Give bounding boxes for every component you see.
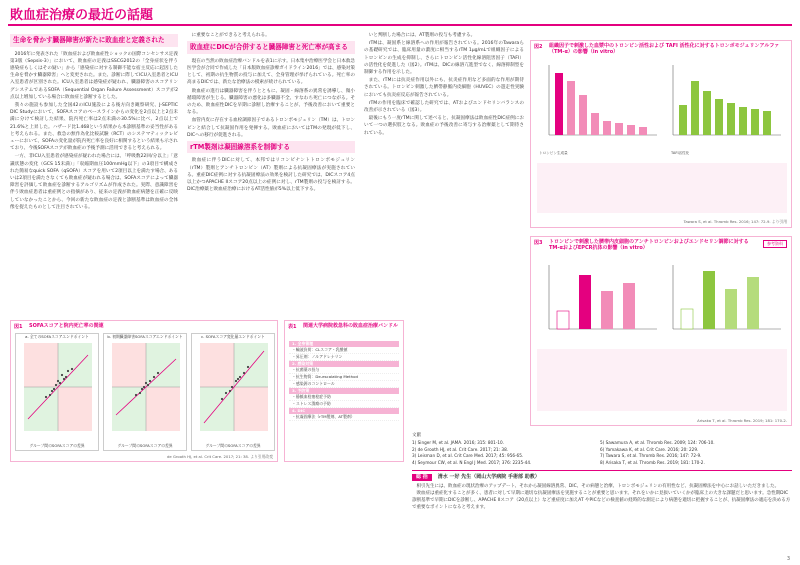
paragraph: 一方、非ICU入室患者が感染症が疑われた場合には、「呼吸数22回/分以上」「意識状態の変化（GCS 15未満）」「収縮期血圧100mmHg以下」の3項目で構成された簡易なquick SOFA（qSOFA）スコアを用いて2項目以上を満たす場合、あるいは2項目を満たさなくても敗血症が疑われる場合は、SOFAスコアによって臓器障害を評価して敗血症を診断するアルゴリズムが作成された。実際、意識障害を伴う敗血症患者は重症例との指摘があり、従来の定義が敗血症病態を正確に反映していなかったことから、今回の新たな敗血症の定義と診断基準は敗血症の全体像を捉えたものとして注目されている。	[10, 154, 178, 210]
paragraph: 現在の当然の敗血症治療バンドルを表1に示す。日本集中治療医学会と日本救急医学会が合同で作成した「日本版敗血症診療ガイドライン2016」では、感染対策として、初期の抗生物質の投与に加えて、全身管理が挙げられている。死亡率の高まるDICでは、新たな治療法の模索が続けられている。	[187, 58, 355, 86]
column-1	[10, 32, 178, 322]
figure-2-chart	[535, 61, 789, 149]
figure-1-panel-a	[15, 333, 99, 451]
title-rule	[8, 24, 792, 26]
reference-badge: 参考資料	[763, 240, 787, 248]
panel-title: a. 全てのSOFAスコアエンドポイント	[25, 334, 89, 339]
table-section-head: 2. 感染対策	[289, 361, 399, 367]
summary-header	[412, 474, 792, 481]
summary-box	[412, 470, 792, 555]
paragraph: 相引先生には、敗血症の現状治療のアップデート、それから凝固線溶異常、DIC、その病態と治療、トロンボモジュリンの有用性など、抗凝固療法を中心にお話しいただきました。	[416, 484, 780, 489]
table-section-head: 3. 予防策	[289, 388, 399, 394]
reference-item: 5) Sawamura A, et al. Thromb Res. 2009; 124: 706-10.	[600, 440, 715, 445]
reference-item: 7) Tawara S, et al. Thromb Res. 2016; 147: 72-9.	[600, 453, 702, 458]
paragraph: に重要なことができると考えられる。	[191, 33, 270, 38]
figure-source: de Grooth HJ, et al. Crit Care. 2017; 21: 38. より引用改変	[167, 454, 273, 459]
paragraph: 血管内皮に存在する血栓調節因子であるトロンボモジュリン（TM）は、トロンビンと結合して抗凝固作用を発揮する。敗血症においてはTMの発現が低下し、DICへの移行が促進される。	[187, 118, 355, 138]
figure-source: Arisaka T, et al. Thromb Res. 2019; 181: 170-2.	[697, 418, 787, 423]
figure-caption	[537, 163, 787, 213]
figure-3-chart	[535, 261, 789, 341]
table-row: ・抗凝固療法（rTM製剤、AT製剤）	[289, 414, 399, 421]
table-row: ・抗生物質：De-escalating Method	[289, 374, 399, 381]
reference-item: 2) de Grooth HJ, et al. Crit Care. 2017; 21: 38.	[412, 446, 509, 452]
figure-title: トロンビンで刺激した臍帯内皮細胞のアンチトロンビンおよびエンドセリン調節に対するTM-αおよびEPCR抗体の影響（in vitro）	[549, 239, 749, 251]
paragraph: rTMは、凝固系と線溶系への作用が報告されている。2016年のTawaraらの基礎研究では、臨床用量の濃度に相当するrTM 1μg/mLで組織因子によるトロンビンの生成を抑制し、さらにトロンビン活性化線溶阻害因子（TAFI）の活性化を促進した（図2）。rTMは、DICの線溶亢進型でなく、線溶抑制型を制御する作用を示した。	[364, 41, 524, 76]
figure-3	[530, 236, 792, 426]
scatter-plot-c	[192, 339, 274, 439]
page-title: 敗血症治療の最近の話題	[10, 8, 154, 23]
scatter-plot-b	[104, 339, 186, 439]
panel-title: b. 初期臓器障害SOFAスコアエンドポイント	[107, 334, 183, 339]
axis-label: トロンビン生成量	[539, 151, 568, 155]
figure-label: 図2	[534, 44, 543, 50]
paragraph: 2016年に発表された「敗血症および敗血症性ショックの国際コンセンサス定義第3版（Sepsis-3）」において、敗血症の定義はSSCG2012の「全身症状を伴う感染症もしくはその疑い」から「感染症に対する制御不能な宿主反応に起因した生命を脅かす臓器障害」へと変更された。また、診断に際してICU入室患者とICU入室患者が区別された。ICU入室患者は感染症が疑われ、臓器障害のスコアリングシステムであるSOFA（Sequential Organ Failure Assessment）スコアが2点以上増加している場合に敗血症と診断するとした。	[10, 51, 178, 100]
table-row: ・ストレス潰瘍の予防	[289, 401, 399, 408]
reference-item: 3) Leisman D, et al. Crit Care Med. 2017; 45: 956-65.	[412, 453, 524, 458]
summary-author: 清水 一好 先生（岡山大学病院 手術部 助教）	[437, 474, 540, 480]
figure-title: SOFAスコアと院内死亡率の関連	[29, 323, 104, 329]
axis-label: グループ間のSOFAスコアの差異	[205, 443, 261, 448]
figure-source: Tawara S, et al. Thromb Res. 2016; 147: 72-9. より引用	[683, 219, 787, 224]
table-section-head: 1. 全身管理	[289, 341, 399, 347]
reference-item: 8) Arisaka T, et al. Thromb Res. 2019; 181: 170-2.	[600, 459, 705, 465]
reference-item: 1) Singer M, et al. JAMA. 2016; 315: 801-10.	[412, 440, 504, 445]
paragraph: いと判断した場合には、AT製剤の投与も考慮する。	[368, 33, 476, 38]
paragraph: 敗血症に伴うDICに対して、本邦ではリコンビナントトロンボモジュリン（rTM）製剤とアンチトロンビン（AT）製剤による抗凝固療法が実施されている。重症DIC症例に対する抗凝固療法の効果を検討した研究では、DICスコア4点以上かつAPACHE IIスコア20点以上の症例に対し、rTM製剤の投与を検討する。DIC治療薬と敗血症治療におけるAT活性値が5%以上低下する。	[187, 158, 355, 193]
section-heading: 生命を脅かす臓器障害が新たに敗血症と定義された	[10, 34, 178, 47]
table-row: ・抗菌薬の投与	[289, 367, 399, 374]
figure-title: 組織因子で刺激した血漿中のトロンビン活性および TAFI 活性化に対するトロンボモジュリンアルファ（TM-α）の影響（in vitro）	[549, 43, 780, 55]
table-row: ・感染源のコントロール	[289, 381, 399, 388]
table-row: ・静脈血栓塞栓症予防	[289, 394, 399, 401]
table-label: 表1	[288, 324, 297, 330]
paragraph: 敗血症は重症化することが多く、患者に対して早期に適切な抗凝固療法を実施することが重要と思います。それをいかに見抜いていくかが臨床上の大きな課題だと思います。急性期DIC診断基準で早期にDICを診断し、APACHE IIスコア（20点以上）など重症度に加えAT やPICなどの検査値の経時的な測定により病態を適切に把握することが、抗凝固療法の適応を決める方で重要なポイントになると考えます。	[412, 491, 791, 510]
axis-label: グループ間のSOFAスコアの差異	[117, 443, 173, 448]
figure-1-panel-b	[103, 333, 187, 451]
figure-1-panel-c	[191, 333, 275, 451]
references-heading: 文献	[412, 433, 422, 438]
table-row: ・昇圧剤：ノルアドレナリン	[289, 354, 399, 361]
section-heading: rTM製剤は凝固線溶系を制御する	[187, 141, 355, 154]
table-section-head: 4. DIC	[289, 408, 399, 414]
paragraph: 最後にもう一度rTMに関して述べると、抗凝固療法は敗血症性DIC症例において一つの選択肢となる。敗血症の予後改善に寄与する治療薬として期待されている。	[364, 116, 524, 136]
table-title: 関連大学病院救急科の敗血症治療バンドル	[303, 323, 399, 329]
figure-label: 図3	[534, 240, 543, 246]
table-1	[284, 320, 404, 462]
paragraph: 敗血症の進行は臓器障害を伴うとともに、凝固・線溶系の異常を誘導し、微小循環障害が生じる。臓器障害の悪化は多臓器不全、すなわち死亡につながる。そのため、敗血症性DICを早期に診断し治療することが、予後改善において重要となる。	[187, 88, 355, 116]
paragraph: また、rTMには抗炎症作用以外にも、抗炎症作用など多面的な作用が期待されている。トロンビン刺激した臍帯静脈内皮細胞（HUVEC）の遊走性実験においても抗炎症反応が報告されている。	[364, 78, 524, 98]
references-left	[412, 440, 592, 466]
paragraph: 我々の施設も参加した全国42のICU施設による後方向き観察研究、J-SEPTIC DIC Studyにおいて、SOFAスコアのベースラインからの変化を2点以上と2点未満に分けて検討した結果、院内死亡率は2点未満の30.5%に比べ、2点以上で21.6%と上昇した。ハザード比1.468という結果から本診断基準の妥当性があると考えられる。また、救急の無作為化比較試験（RCT）のシステマティックレビューにおいて、SOFAの変化量が院内死亡率を良好に相関するという結果も示されており、今後SOFAスコアが敗血症の予後予測に活用できると考えられる。	[10, 102, 178, 152]
column-2	[187, 32, 355, 322]
table-body	[289, 341, 399, 421]
summary-tag: 総 括	[412, 474, 432, 481]
reference-item: 4) Seymour CW, et al. N Engl J Med. 2017; 376: 2235-44.	[412, 459, 532, 465]
table-row: ・輸液負荷：CLスコア・乳酸値	[289, 347, 399, 354]
axis-label: TAFI活性化	[671, 151, 690, 155]
references-right	[600, 440, 790, 466]
axis-label: グループ間のSOFAスコアの差異	[29, 443, 85, 448]
scatter-plot-a	[16, 339, 98, 439]
paragraph: rTMの作用を臨床で確認した研究では、ATおよびエンドセリンバランスの改善が示されている（図3）。	[364, 100, 524, 114]
figure-2	[530, 40, 792, 228]
page-number: 3	[786, 556, 790, 562]
figure-1	[10, 320, 278, 462]
section-heading: 敗血症にDICが合併すると臓器障害と死亡率が高まる	[187, 41, 355, 54]
figure-caption	[537, 349, 787, 411]
reference-item: 6) Yamakawa K, et al. Crit Care. 2016; 20: 229.	[600, 446, 699, 452]
figure-label: 図1	[14, 324, 23, 330]
panel-title: c. SOFAスコア変化量エンドポイント	[201, 334, 265, 339]
